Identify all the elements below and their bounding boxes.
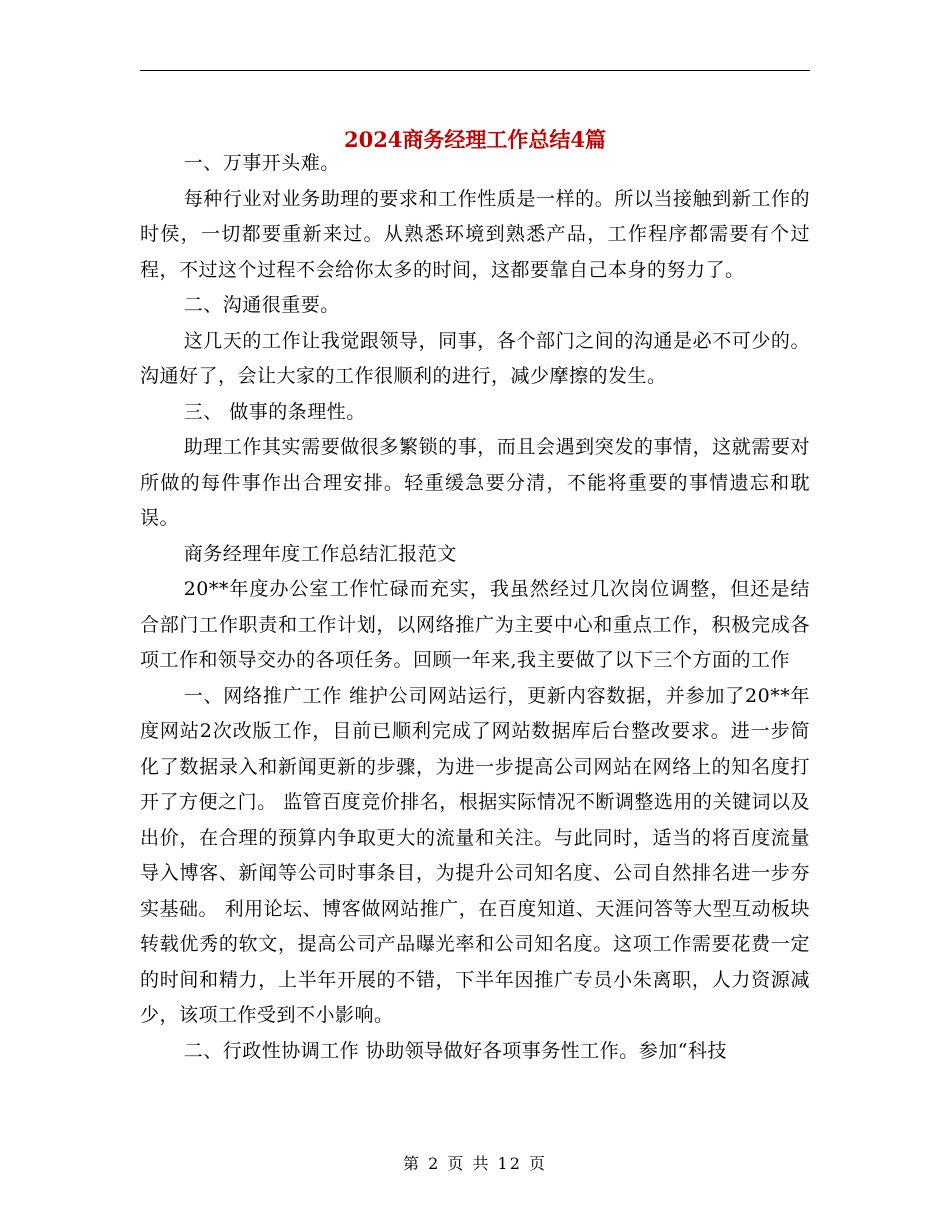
section-heading: 商务经理年度工作总结汇报范文 (183, 542, 457, 565)
paragraph: 一、万事开头难。 (183, 152, 340, 174)
paragraph: 二、沟通很重要。 (183, 294, 340, 316)
paragraph: 20**年度办公室工作忙碌而充实，我虽然经过几次岗位调整，但还是结合部门工作职责和工作计划，以网络推广为主要中心和重点工作，积极完成各项工作和领导交办的各项任务。回顾一年来,我主要做了以下三个方面的工作 (140, 578, 810, 671)
paragraph: 二、行政性协调工作 协助领导做好各项事务性工作。参加“科技 (183, 1039, 727, 1062)
paragraph: 每种行业对业务助理的要求和工作性质是一样的。所以当接触到新工作的时侯，一切都要重新来过。从熟悉环境到熟悉产品，工作程序都需要有个过程，不过这个过程不会给你太多的时间，这都要靠自己本身的努力了。 (140, 187, 810, 281)
paragraph: 一、网络推广工作 维护公司网站运行，更新内容数据，并参加了20**年度网站2次改版工作，目前已顺利完成了网站数据库后台整改要求。进一步简化了数据录入和新闻更新的步骤，为进一步提高公司网站在网络上的知名度打开了方便之门。 监管百度竞价排名，根据实际情况不断调整选用的关键词以及出价，在合理的预算内争取更大的流量和关注。与此同时，适当的将百度流量导入博客、新闻等公司时事条目，为提升公司知名度、公司自然排名进一步夯实基础。 利用论坛、博客做网站推广，在百度知道、天涯问答等大型互动板块转载优秀的软文，提高公司产品曝光率和公司知名度。这项工作需要花费一定的时间和精力，上半年开展的不错，下半年因推广专员小朱离职，人力资源减少，该项工作受到不小影响。 (140, 684, 810, 1026)
document-body (140, 146, 810, 1069)
header-rule (140, 70, 810, 71)
paragraph: 这几天的工作让我觉跟领导，同事，各个部门之间的沟通是必不可少的。沟通好了，会让大家的工作很顺利的进行，减少摩擦的发生。 (140, 329, 810, 387)
paragraph: 助理工作其实需要做很多繁锁的事，而且会遇到突发的事情，这就需要对所做的每件事作出合理安排。轻重缓急要分清，不能将重要的事情遗忘和耽误。 (140, 436, 810, 529)
paragraph: 三、 做事的条理性。 (183, 400, 366, 423)
document-title: 2024商务经理工作总结4篇 (343, 127, 607, 153)
page-number-footer: 第 2 页 共 12 页 (403, 1154, 547, 1173)
